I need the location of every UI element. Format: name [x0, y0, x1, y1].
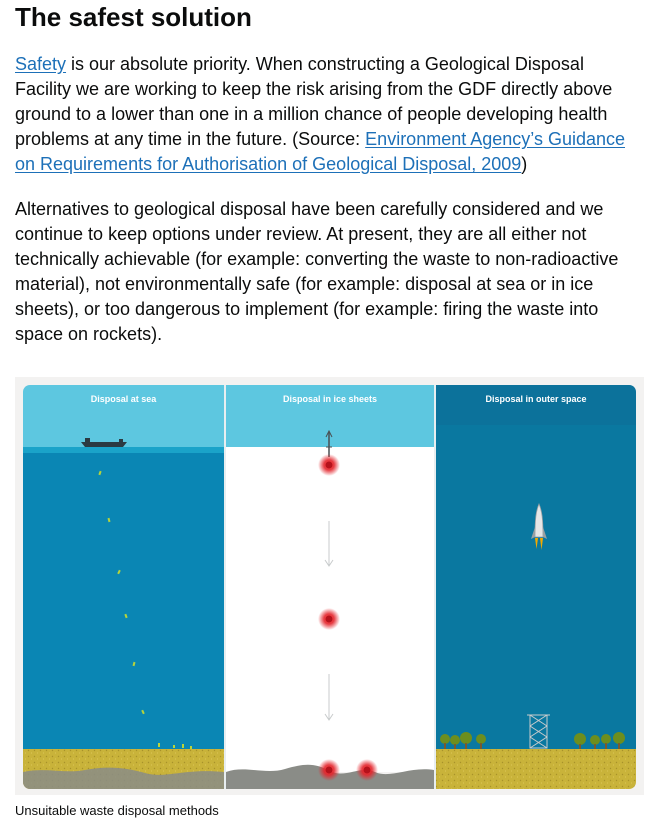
panel-sea: [23, 385, 224, 789]
waste-container: [356, 759, 378, 781]
alternatives-paragraph: Alternatives to geological disposal have been carefully considered and we continue to keep options under review. At present, they are all either not technically achievable (for example: converting the waste to non-radioactive material), not environmentally safe (for example: disposal at sea or in ice sheets), or too dangerous to implement (for example: firing the waste into space on rockets).: [15, 199, 619, 344]
panel-title-ice-sheets: Disposal in ice sheets: [282, 394, 378, 404]
panel-divider: [224, 385, 226, 789]
figure-caption: Unsuitable waste disposal methods: [15, 803, 219, 818]
sea-water: [23, 447, 224, 749]
panel-title-sea: Disposal at sea: [90, 394, 157, 404]
panel-space: [436, 385, 636, 789]
space-sky: [436, 385, 636, 749]
waste-container: [318, 608, 340, 630]
safety-text: is our absolute priority. When constructing a Geological Disposal Facility we are working to keep the risk arising from the GDF directly above ground to a lower than one in a million chance of people developing health problems at any time in the future. (Source:: [15, 54, 613, 149]
safety-paragraph: [15, 52, 640, 177]
waste-container: [318, 759, 340, 781]
disposal-illustration: [15, 377, 644, 795]
safety-link[interactable]: Safety: [15, 54, 67, 74]
panel-divider: [434, 385, 436, 789]
panel-title-outer-space: Disposal in outer space: [485, 394, 587, 404]
sea-surface: [23, 447, 224, 453]
launch-tower-icon: [527, 715, 550, 748]
waste-container: [318, 454, 340, 476]
disposal-methods-figure: [15, 377, 644, 795]
closing-paren: ): [521, 154, 528, 174]
environment-agency-guidance-link[interactable]: Environment Agency’s Guidance on Requirements for Authorisation of Geological Disposal, 2009: [15, 129, 625, 174]
section-heading: The safest solution: [15, 2, 252, 32]
ground: [436, 749, 636, 789]
panel-ice: [226, 385, 434, 789]
